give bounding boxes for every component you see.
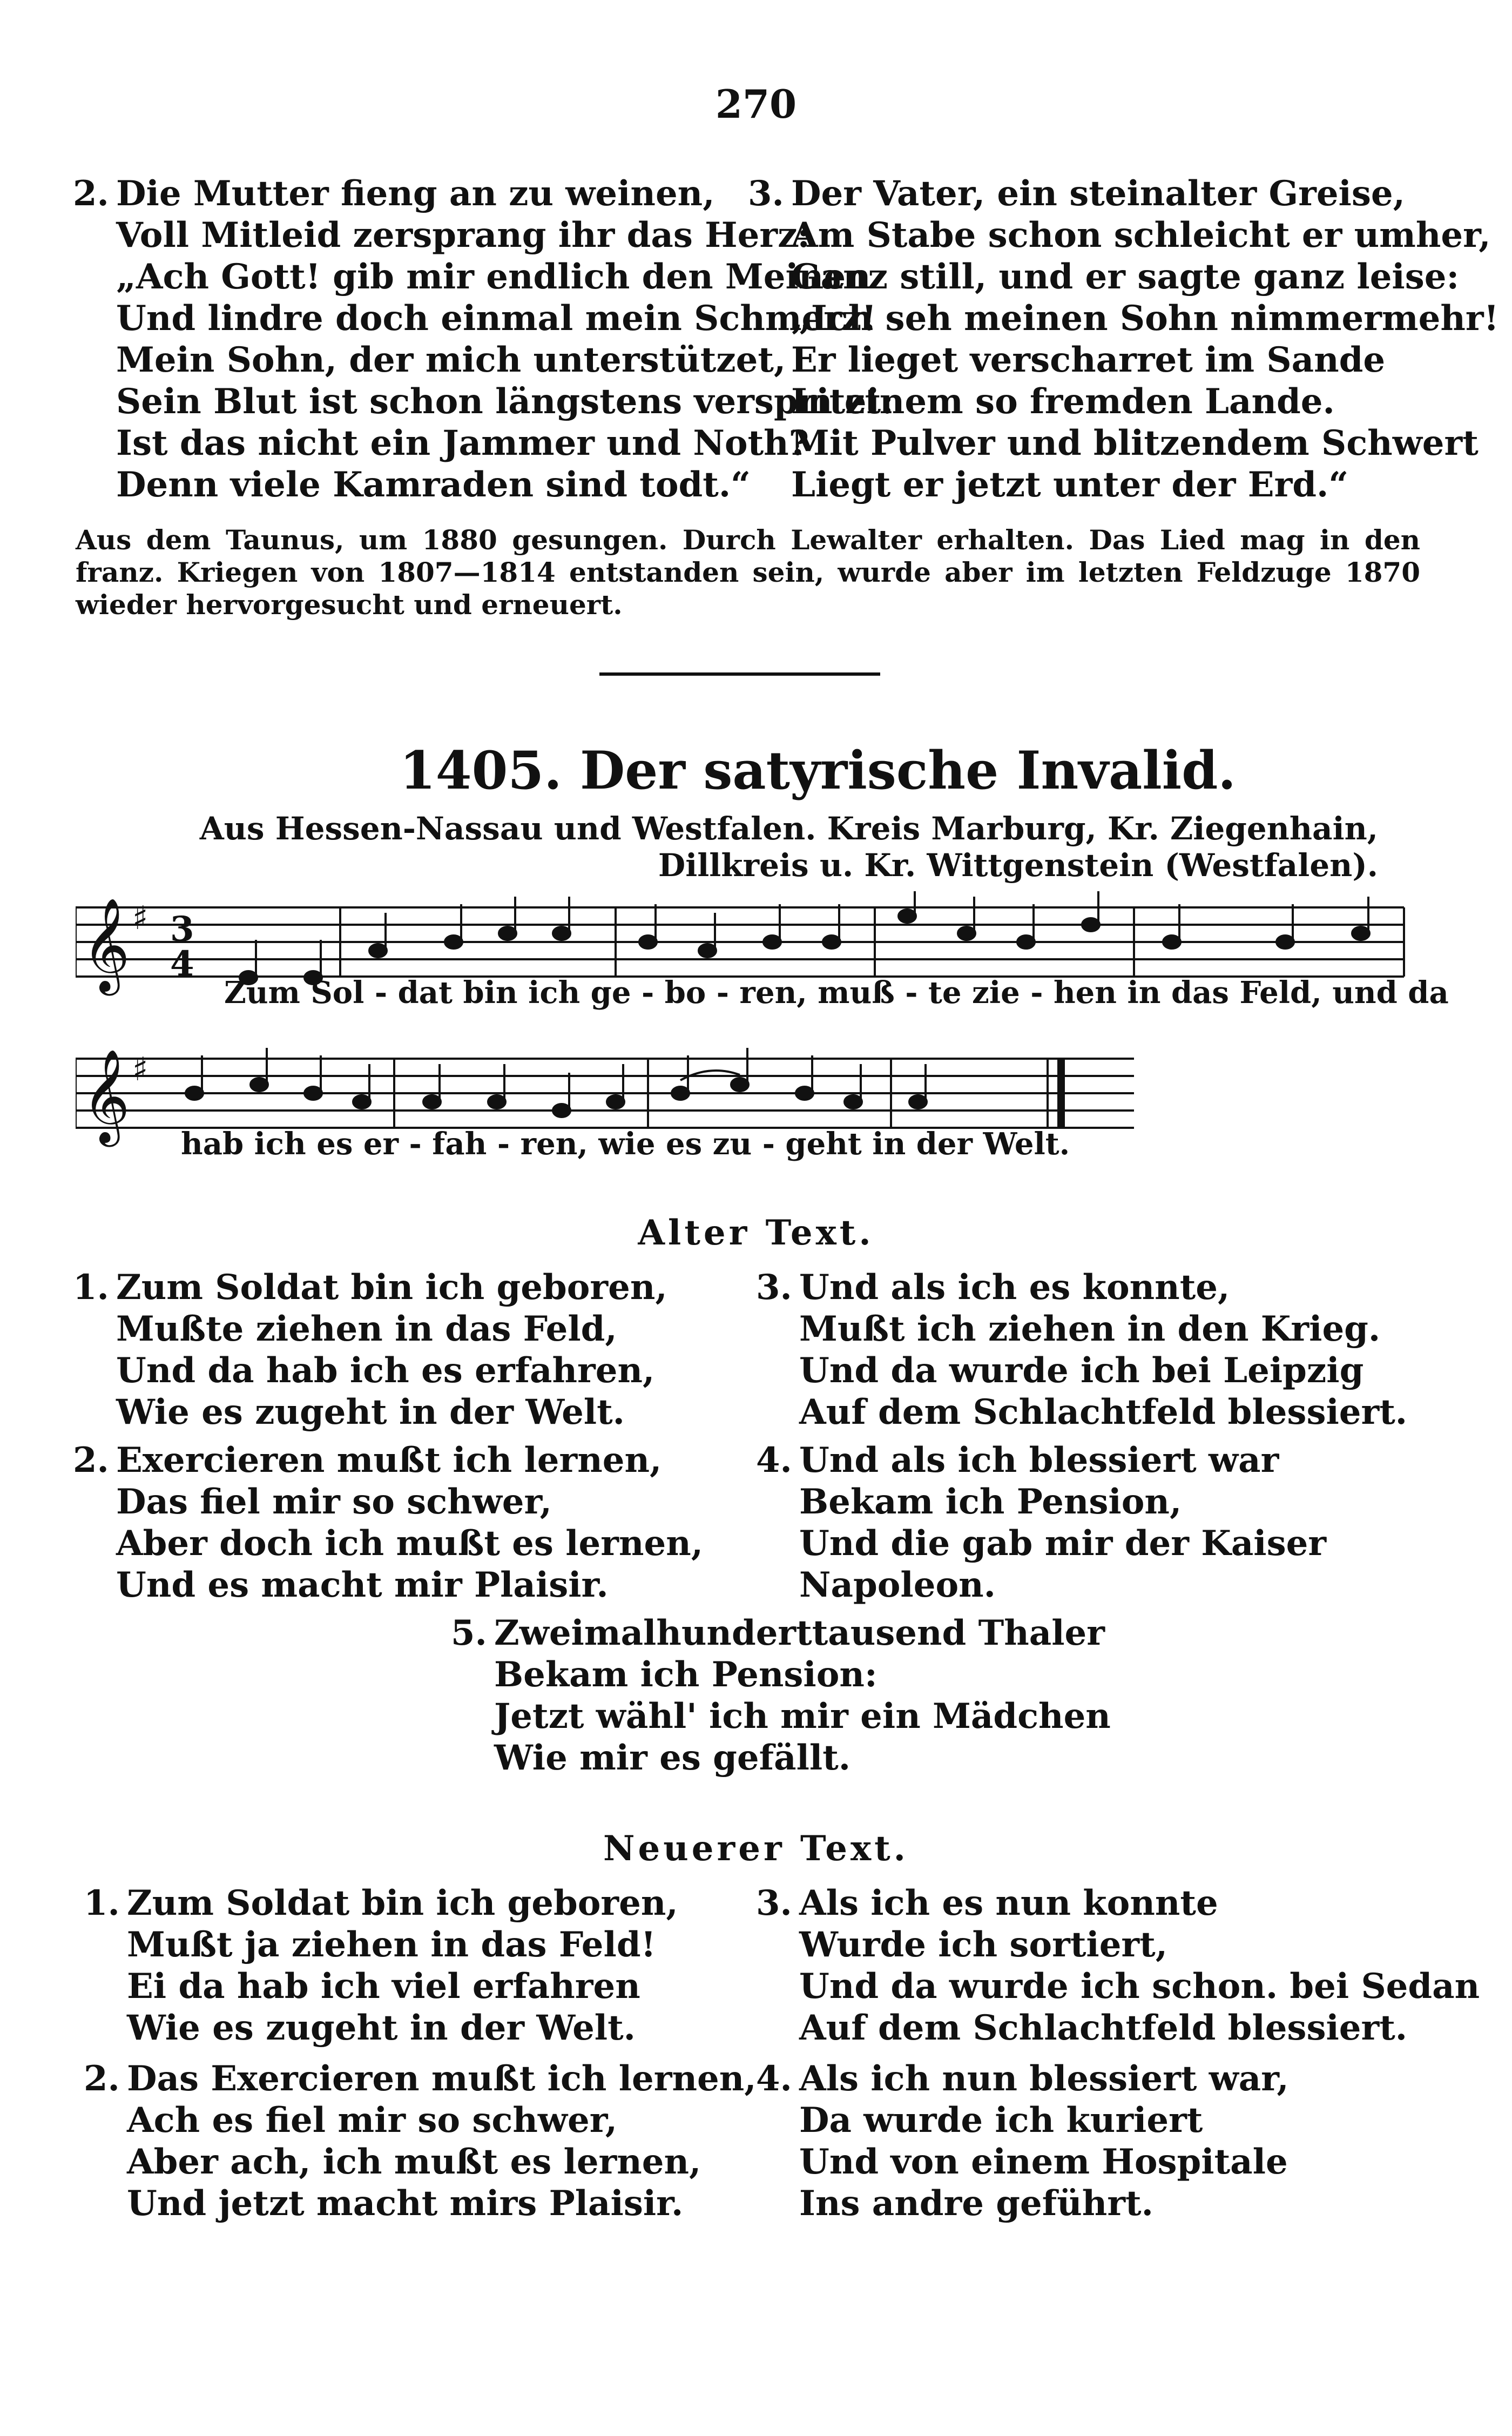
page-number: 270 <box>715 81 797 127</box>
stanza-number: 4. <box>756 2058 792 2099</box>
stanza-line: Wie es zugeht in der Welt. <box>116 1392 625 1432</box>
alter-text-heading: Alter Text. <box>638 1213 874 1253</box>
stanza-line: Ist das nicht ein Jammer und Noth? <box>116 423 809 463</box>
top-stanza-3 <box>748 173 1499 506</box>
stanza-line: Jetzt wähl' ich mir ein Mädchen <box>494 1696 1111 1737</box>
stanza-line: Und da wurde ich bei Leipzig <box>799 1350 1364 1391</box>
stanza-number: 1. <box>84 1883 120 1923</box>
stanza-line: Auf dem Schlachtfeld blessiert. <box>799 2008 1408 2048</box>
neuerer-stanza-3 <box>756 1882 1480 2049</box>
stanza-line: Liegt er jetzt unter der Erd.“ <box>791 465 1349 505</box>
stanza-line: Aber doch ich mußt es lernen, <box>116 1523 703 1564</box>
stanza-line: Denn viele Kamraden sind todt.“ <box>116 465 751 505</box>
stanza-line: Und als ich blessiert war <box>799 1440 1279 1481</box>
stanza-line: Mußt ich ziehen in den Krieg. <box>799 1309 1381 1349</box>
stanza-number: 2. <box>73 1440 109 1481</box>
stanza-line: Voll Mitleid zersprang ihr das Herz: <box>116 215 811 255</box>
stanza-line: Und da wurde ich schon. bei Sedan <box>799 1966 1480 2007</box>
origin-line: Aus Hessen-Nassau und Westfalen. Kreis Marburg, Kr. Ziegenhain, <box>199 810 1378 847</box>
stanza-line: Mit Pulver und blitzendem Schwert <box>791 423 1479 463</box>
stanza-line: Ach es fiel mir so schwer, <box>127 2100 618 2141</box>
stanza-line: Mein Sohn, der mich unterstützet, <box>116 340 786 380</box>
stanza-line: „Ach Gott! gib mir endlich den Meinen <box>116 257 871 297</box>
lyrics-line-1: Zum Sol - dat bin ich ge - bo - ren, muß - te zie - hen in das Feld, und da <box>224 975 1449 1011</box>
stanza-line: Als ich es nun konnte <box>799 1883 1218 1923</box>
stanza-line: Exercieren mußt ich lernen, <box>116 1440 662 1481</box>
stanza-line: Er lieget verscharret im Sande <box>791 340 1386 380</box>
stanza-number: 3. <box>748 173 784 214</box>
source-note: Aus dem Taunus, um 1880 gesungen. Durch Lewalter erhalten. Das Lied mag in den franz. Kriegen von 1807—1814 entstanden sein, wurde aber im letzten Feldzuge 1870 wieder hervorgesucht und erneuert. <box>76 524 1420 621</box>
stanza-line: Und als ich es konnte, <box>799 1267 1230 1308</box>
alter-stanza-4 <box>756 1439 1327 1606</box>
stanza-line: Der Vater, ein steinalter Greise, <box>791 173 1405 214</box>
treble-clef-icon: 𝄞 <box>82 898 130 992</box>
neuerer-stanza-4 <box>756 2058 1289 2224</box>
stanza-line: Ganz still, und er sagte ganz leise: <box>791 257 1460 297</box>
section-divider <box>599 672 880 676</box>
stanza-line: Da wurde ich kuriert <box>799 2100 1203 2141</box>
stanza-line: Die Mutter fieng an zu weinen, <box>116 173 715 214</box>
neuerer-text-heading: Neuerer Text. <box>603 1828 909 1869</box>
top-stanza-2 <box>73 173 894 506</box>
lyrics-line-2: hab ich es er - fah - ren, wie es zu - geht in der Welt. <box>181 1126 1070 1162</box>
alter-stanza-3 <box>756 1267 1408 1433</box>
stanza-number: 5. <box>451 1613 487 1653</box>
stanza-number: 2. <box>84 2058 120 2099</box>
stanza-line: Wurde ich sortiert, <box>799 1924 1167 1965</box>
stanza-line: Napoleon. <box>799 1565 996 1605</box>
stanza-line: Bekam ich Pension: <box>494 1654 878 1695</box>
stanza-number: 3. <box>756 1883 792 1923</box>
stanza-line: Mußte ziehen in das Feld, <box>116 1309 617 1349</box>
stanza-line: Sein Blut ist schon längstens verspritzt: <box>116 381 894 422</box>
origin-line: Dillkreis u. Kr. Wittgenstein (Westfalen). <box>658 847 1378 884</box>
alter-stanza-2 <box>73 1439 703 1606</box>
treble-clef-icon: 𝄞 <box>82 1049 130 1143</box>
stanza-number: 4. <box>756 1440 792 1481</box>
stanza-line: Und die gab mir der Kaiser <box>799 1523 1327 1564</box>
stanza-line: Ins andre geführt. <box>799 2183 1153 2224</box>
neuerer-stanza-1 <box>84 1882 678 2049</box>
stanza-line: Bekam ich Pension, <box>799 1482 1182 1522</box>
time-signature-top: 3 <box>170 909 194 950</box>
stanza-line: Zweimalhunderttausend Thaler <box>494 1613 1105 1653</box>
stanza-number: 1. <box>73 1267 109 1308</box>
stanza-line: Wie es zugeht in der Welt. <box>127 2008 636 2048</box>
stanza-line: Aber ach, ich mußt es lernen, <box>127 2142 701 2182</box>
song-title: 1405. Der satyrische Invalid. <box>400 740 1236 801</box>
stanza-line: Als ich nun blessiert war, <box>799 2058 1289 2099</box>
alter-stanza-5 <box>451 1612 1111 1779</box>
stanza-line: „Ich seh meinen Sohn nimmermehr! <box>791 298 1499 339</box>
stanza-line: Das fiel mir so schwer, <box>116 1482 552 1522</box>
stanza-line: Und es macht mir Plaisir. <box>116 1565 609 1605</box>
stanza-line: Wie mir es gefällt. <box>494 1738 851 1778</box>
stanza-line: Und da hab ich es erfahren, <box>116 1350 655 1391</box>
stanza-line: Mußt ja ziehen in das Feld! <box>127 1924 656 1965</box>
stanza-line: Und lindre doch einmal mein Schmerz! <box>116 298 877 339</box>
sharp-icon: ♯ <box>132 1051 148 1088</box>
stanza-line: Auf dem Schlachtfeld blessiert. <box>799 1392 1408 1432</box>
stanza-line: Am Stabe schon schleicht er umher, <box>791 215 1491 255</box>
stanza-line: Und von einem Hospitale <box>799 2142 1288 2182</box>
time-signature-bottom: 4 <box>170 944 194 984</box>
stanza-number: 3. <box>756 1267 792 1308</box>
sharp-icon: ♯ <box>132 899 148 937</box>
stanza-line: In einem so fremden Lande. <box>791 381 1335 422</box>
neuerer-stanza-2 <box>84 2058 757 2224</box>
stanza-number: 2. <box>73 173 109 214</box>
song-origin <box>200 810 1378 884</box>
alter-stanza-1 <box>73 1267 667 1433</box>
stanza-line: Und jetzt macht mirs Plaisir. <box>127 2183 684 2224</box>
stanza-line: Zum Soldat bin ich geboren, <box>127 1883 678 1923</box>
stanza-line: Zum Soldat bin ich geboren, <box>116 1267 667 1308</box>
stanza-line: Ei da hab ich viel erfahren <box>127 1966 640 2007</box>
stanza-line: Das Exercieren mußt ich lernen, <box>127 2058 757 2099</box>
